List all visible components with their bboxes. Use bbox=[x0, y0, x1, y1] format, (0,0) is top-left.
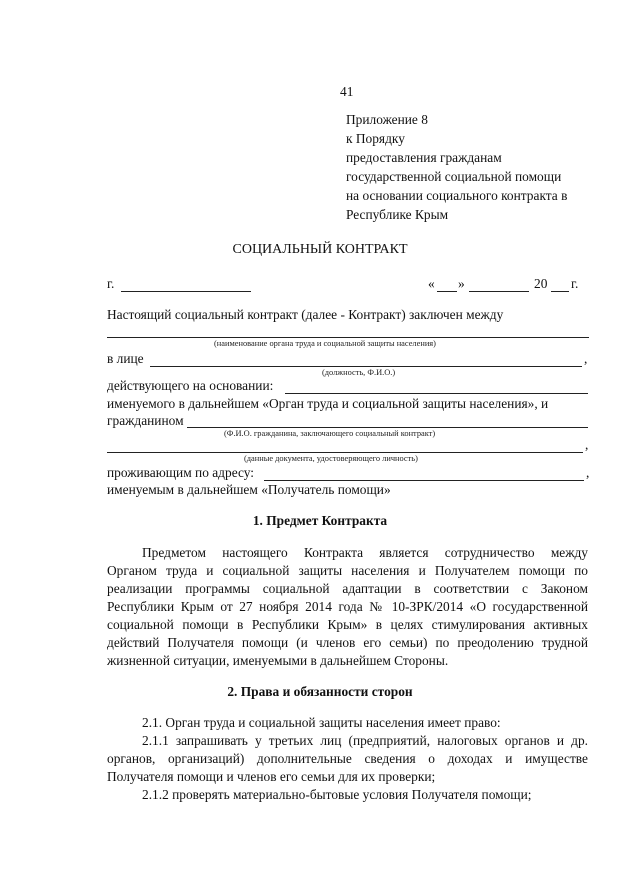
appendix-line: на основании социального контракта в bbox=[346, 188, 568, 203]
appendix-line: к Порядку bbox=[346, 131, 405, 146]
basis-blank[interactable] bbox=[285, 393, 588, 394]
appendix-line: Республике Крым bbox=[346, 207, 449, 222]
paragraph-line: Предметом настоящего Контракта является сотрудничество между bbox=[142, 545, 588, 560]
acting-basis-label: действующего на основании: bbox=[107, 378, 274, 393]
paragraph-line: социальной помощи в Республики Крым» в целях стимулирования активных bbox=[107, 617, 588, 632]
paragraph-line: действий Получателя помощи (и членов его семьи) по преодолению трудной bbox=[107, 635, 588, 650]
caption-identity: (данные документа, удостоверяющего личность) bbox=[244, 454, 418, 463]
comma: , bbox=[586, 465, 590, 480]
position-blank[interactable] bbox=[150, 366, 582, 367]
day-blank[interactable] bbox=[437, 291, 457, 292]
recipient-named-text: именуемым в дальнейшем «Получатель помощи» bbox=[107, 482, 391, 497]
document-title: СОЦИАЛЬНЫЙ КОНТРАКТ bbox=[232, 242, 408, 257]
city-blank[interactable] bbox=[121, 291, 251, 292]
city-label: г. bbox=[107, 276, 115, 291]
organ-named-text: именуемого в дальнейшем «Орган труда и социальной защиты населения», и bbox=[107, 396, 549, 411]
in-person-label: в лице bbox=[107, 351, 144, 366]
year-prefix: 20 bbox=[534, 276, 548, 291]
paragraph-line: Получателя помощи и членов его семьи для их проверки; bbox=[107, 769, 436, 784]
comma: , bbox=[584, 351, 588, 366]
appendix-line: предоставления гражданам bbox=[346, 150, 502, 165]
appendix-line: Приложение 8 bbox=[346, 112, 428, 127]
paragraph-line: органов, организаций) дополнительные сведения о доходах и имуществе bbox=[107, 751, 588, 766]
address-blank[interactable] bbox=[264, 480, 584, 481]
identity-doc-blank[interactable] bbox=[107, 452, 583, 453]
organ-name-blank[interactable] bbox=[107, 337, 589, 338]
month-blank[interactable] bbox=[469, 291, 529, 292]
clause-2-1-2: 2.1.2 проверять материально-бытовые условия Получателя помощи; bbox=[142, 787, 532, 802]
year-blank[interactable] bbox=[551, 291, 569, 292]
caption-citizen: (Ф.И.О. гражданина, заключающего социальный контракт) bbox=[224, 429, 436, 438]
year-suffix: г. bbox=[571, 276, 579, 291]
address-label: проживающим по адресу: bbox=[107, 465, 254, 480]
date-close-quote: » bbox=[458, 276, 465, 291]
comma: , bbox=[585, 437, 589, 452]
paragraph-line: жизненной ситуации, именуемыми в дальнейшем Стороны. bbox=[107, 653, 449, 668]
paragraph-line: Республики Крым от 27 ноября 2014 года № 10-ЗРК/2014 «О государственной bbox=[107, 599, 588, 614]
date-open-quote: « bbox=[428, 276, 435, 291]
caption-organ: (наименование органа труда и социальной защиты населения) bbox=[214, 339, 436, 348]
clause-2-1: 2.1. Орган труда и социальной защиты населения имеет право: bbox=[142, 715, 501, 730]
paragraph-line: реализации программы социальной адаптации в соответствии с Законом bbox=[107, 581, 588, 596]
intro-text: Настоящий социальный контракт (далее - Контракт) заключен между bbox=[107, 307, 504, 322]
citizen-name-blank[interactable] bbox=[187, 427, 588, 428]
paragraph-line: Органом труда и социальной защиты населения и Получателем помощи по bbox=[107, 563, 588, 578]
caption-position: (должность, Ф.И.О.) bbox=[322, 368, 396, 377]
appendix-line: государственной социальной помощи bbox=[346, 169, 562, 184]
section1-heading: 1. Предмет Контракта bbox=[252, 513, 388, 528]
paragraph-line: 2.1.1 запрашивать у третьих лиц (предприятий, налоговых органов и др. bbox=[142, 733, 588, 748]
citizen-label: гражданином bbox=[107, 413, 184, 428]
section2-heading: 2. Права и обязанности сторон bbox=[227, 684, 413, 699]
page-number: 41 bbox=[340, 84, 354, 99]
